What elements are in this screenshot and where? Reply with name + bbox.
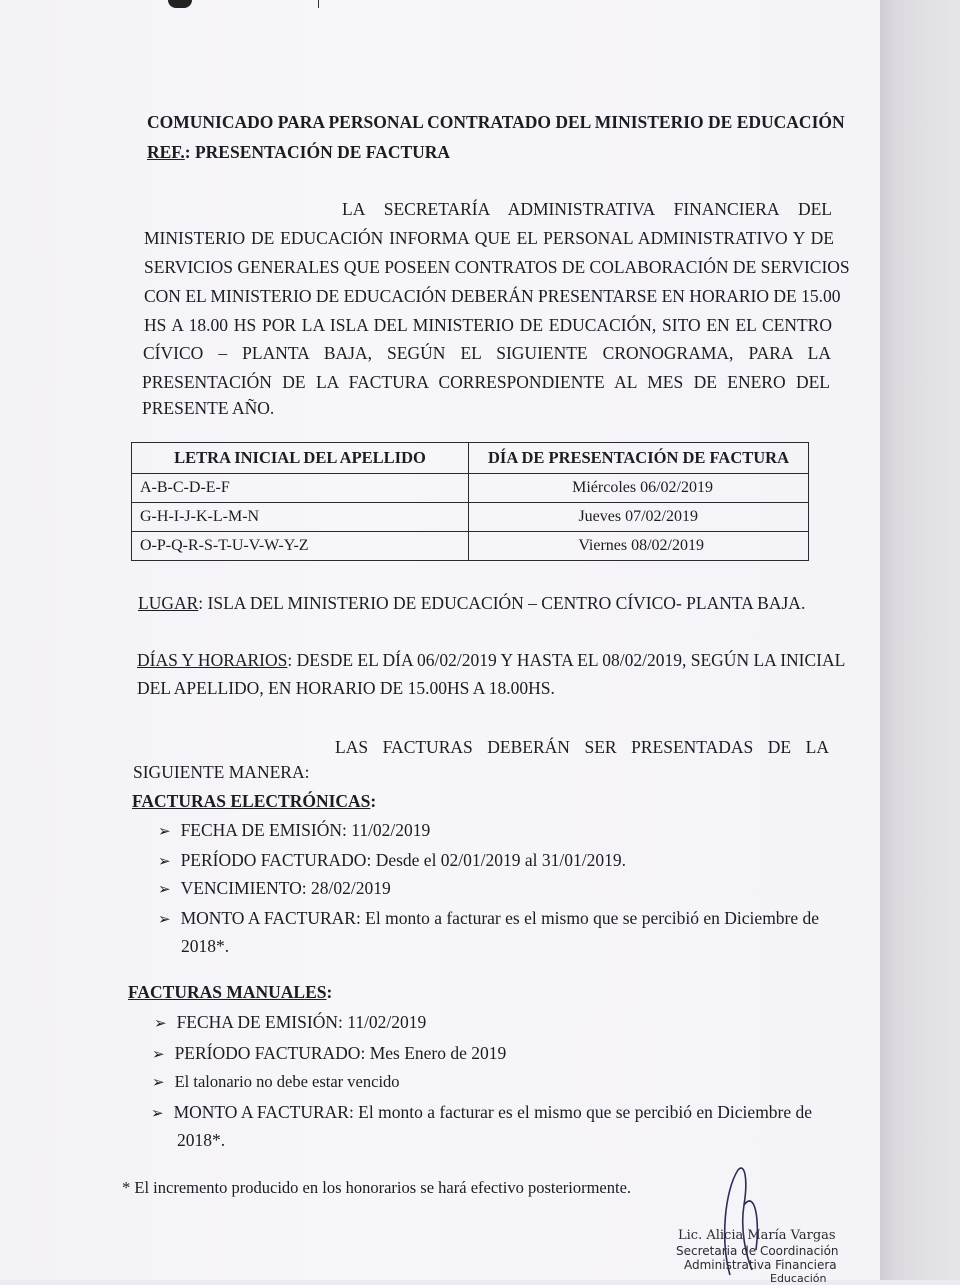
ref-label: REF. (147, 142, 185, 162)
lugar-text: : ISLA DEL MINISTERIO DE EDUCACIÓN – CENTRO CÍVICO- PLANTA BAJA. (198, 593, 806, 613)
item-key: FECHA DE EMISIÓN (176, 1012, 338, 1032)
arrow-bullet-icon: ➢ (152, 1075, 165, 1091)
column-header-letters: LETRA INICIAL DEL APELLIDO (132, 443, 469, 474)
footnote: * El incremento producido en los honorarios se hará efectivo posteriormente. (122, 1178, 632, 1197)
signature-name: Lic. Alicia María Vargas (678, 1228, 836, 1243)
row-date: Jueves 07/02/2019 (469, 503, 809, 532)
electronicas-label: FACTURAS ELECTRÓNICAS (132, 791, 371, 811)
list-item-continuation: 2018*. (177, 1130, 226, 1150)
manuales-label: FACTURAS MANUALES (128, 982, 327, 1002)
item-value: : 11/02/2019 (341, 820, 431, 840)
item-key: MONTO A FACTURAR (173, 1102, 349, 1122)
signature-title-3: Educación (770, 1272, 827, 1285)
table-row (132, 503, 809, 532)
intro-line-1: LA SECRETARÍA ADMINISTRATIVA FINANCIERA DEL (342, 199, 832, 219)
row-date: Viernes 08/02/2019 (469, 532, 809, 561)
intro-line-2: MINISTERIO DE EDUCACIÓN INFORMA QUE EL PERSONAL ADMINISTRATIVO Y DE (144, 228, 834, 248)
item-key: PERÍODO FACTURADO (180, 850, 367, 870)
table-row (132, 474, 809, 503)
section-manuales-heading (128, 982, 332, 1003)
item-value: : Desde el 02/01/2019 al 31/01/2019. (366, 850, 627, 870)
ref-text: : PRESENTACIÓN DE FACTURA (184, 142, 451, 162)
item-key: VENCIMIENTO (180, 878, 302, 898)
item-key: FECHA DE EMISIÓN (180, 820, 342, 840)
list-item (158, 820, 430, 841)
intro-line-6: CÍVICO – PLANTA BAJA, SEGÚN EL SIGUIENTE CRONOGRAMA, PARA LA (143, 343, 831, 363)
arrow-bullet-icon: ➢ (158, 824, 171, 840)
electronicas-colon: : (370, 791, 377, 811)
list-item (154, 1012, 426, 1033)
dias-line-2: DEL APELLIDO, EN HORARIO DE 15.00HS A 18.00HS. (137, 678, 555, 698)
intro-line-3: SERVICIOS GENERALES QUE POSEEN CONTRATOS DE COLABORACIÓN DE SERVICIOS (144, 257, 850, 277)
row-letters: O-P-Q-R-S-T-U-V-W-Y-Z (132, 532, 469, 561)
row-date: Miércoles 06/02/2019 (469, 474, 809, 503)
dias-text-1: : DESDE EL DÍA 06/02/2019 Y HASTA EL 08/02/2019, SEGÚN LA INICIAL (287, 650, 846, 670)
section-electronicas-heading (132, 791, 376, 812)
facturas-intro-line-1: LAS FACTURAS DEBERÁN SER PRESENTADAS DE LA (335, 737, 829, 757)
item-value: : 11/02/2019 (337, 1012, 427, 1032)
list-item (151, 1102, 812, 1123)
arrow-bullet-icon: ➢ (158, 912, 171, 928)
facturas-intro-line-2: SIGUIENTE MANERA: (133, 762, 310, 782)
item-key: MONTO A FACTURAR (180, 908, 356, 928)
list-item (158, 908, 819, 929)
item-value: : El monto a facturar es el mismo que se percibió en Diciembre de (348, 1102, 813, 1122)
intro-line-7: PRESENTACIÓN DE LA FACTURA CORRESPONDIENTE AL MES DE ENERO DEL (142, 372, 830, 392)
list-item (158, 850, 626, 871)
signature-title-1: Secretaria de Coordinación (676, 1244, 839, 1258)
table-row (132, 532, 809, 561)
item-value: El talonario no debe estar vencido (174, 1072, 400, 1091)
document-reference (147, 142, 450, 163)
item-value: : Mes Enero de 2019 (360, 1043, 507, 1063)
row-letters: G-H-I-J-K-L-M-N (132, 503, 469, 532)
row-letters: A-B-C-D-E-F (132, 474, 469, 503)
lugar-label: LUGAR (138, 593, 199, 613)
paper-edge-shadow (880, 0, 960, 1280)
intro-line-4: CON EL MINISTERIO DE EDUCACIÓN DEBERÁN PRESENTARSE EN HORARIO DE 15.00 (144, 286, 841, 306)
list-item-continuation: 2018*. (181, 936, 230, 956)
arrow-bullet-icon: ➢ (154, 1016, 167, 1032)
arrow-bullet-icon: ➢ (158, 854, 171, 870)
manuales-colon: : (326, 982, 333, 1002)
arrow-bullet-icon: ➢ (152, 1047, 165, 1063)
item-key: PERÍODO FACTURADO (174, 1043, 361, 1063)
dias-label: DÍAS Y HORARIOS (137, 650, 288, 670)
lugar-line (138, 593, 805, 614)
dias-line-1 (137, 650, 845, 671)
list-item (158, 878, 391, 899)
table-header-row (132, 443, 809, 474)
list-item (152, 1043, 506, 1064)
item-value: : El monto a facturar es el mismo que se percibió en Diciembre de (355, 908, 820, 928)
signature-title-2: Administrativa Financiera (684, 1258, 837, 1272)
list-item (152, 1072, 400, 1092)
item-value: : 28/02/2019 (301, 878, 391, 898)
schedule-table (131, 442, 809, 561)
letterhead-divider (318, 0, 319, 8)
arrow-bullet-icon: ➢ (151, 1106, 164, 1122)
intro-line-5: HS A 18.00 HS POR LA ISLA DEL MINISTERIO DE EDUCACIÓN, SITO EN EL CENTRO (144, 315, 832, 335)
document-title: COMUNICADO PARA PERSONAL CONTRATADO DEL MINISTERIO DE EDUCACIÓN (147, 112, 845, 132)
arrow-bullet-icon: ➢ (158, 882, 171, 898)
column-header-date: DÍA DE PRESENTACIÓN DE FACTURA (469, 443, 809, 474)
intro-line-8: PRESENTE AÑO. (142, 398, 275, 418)
